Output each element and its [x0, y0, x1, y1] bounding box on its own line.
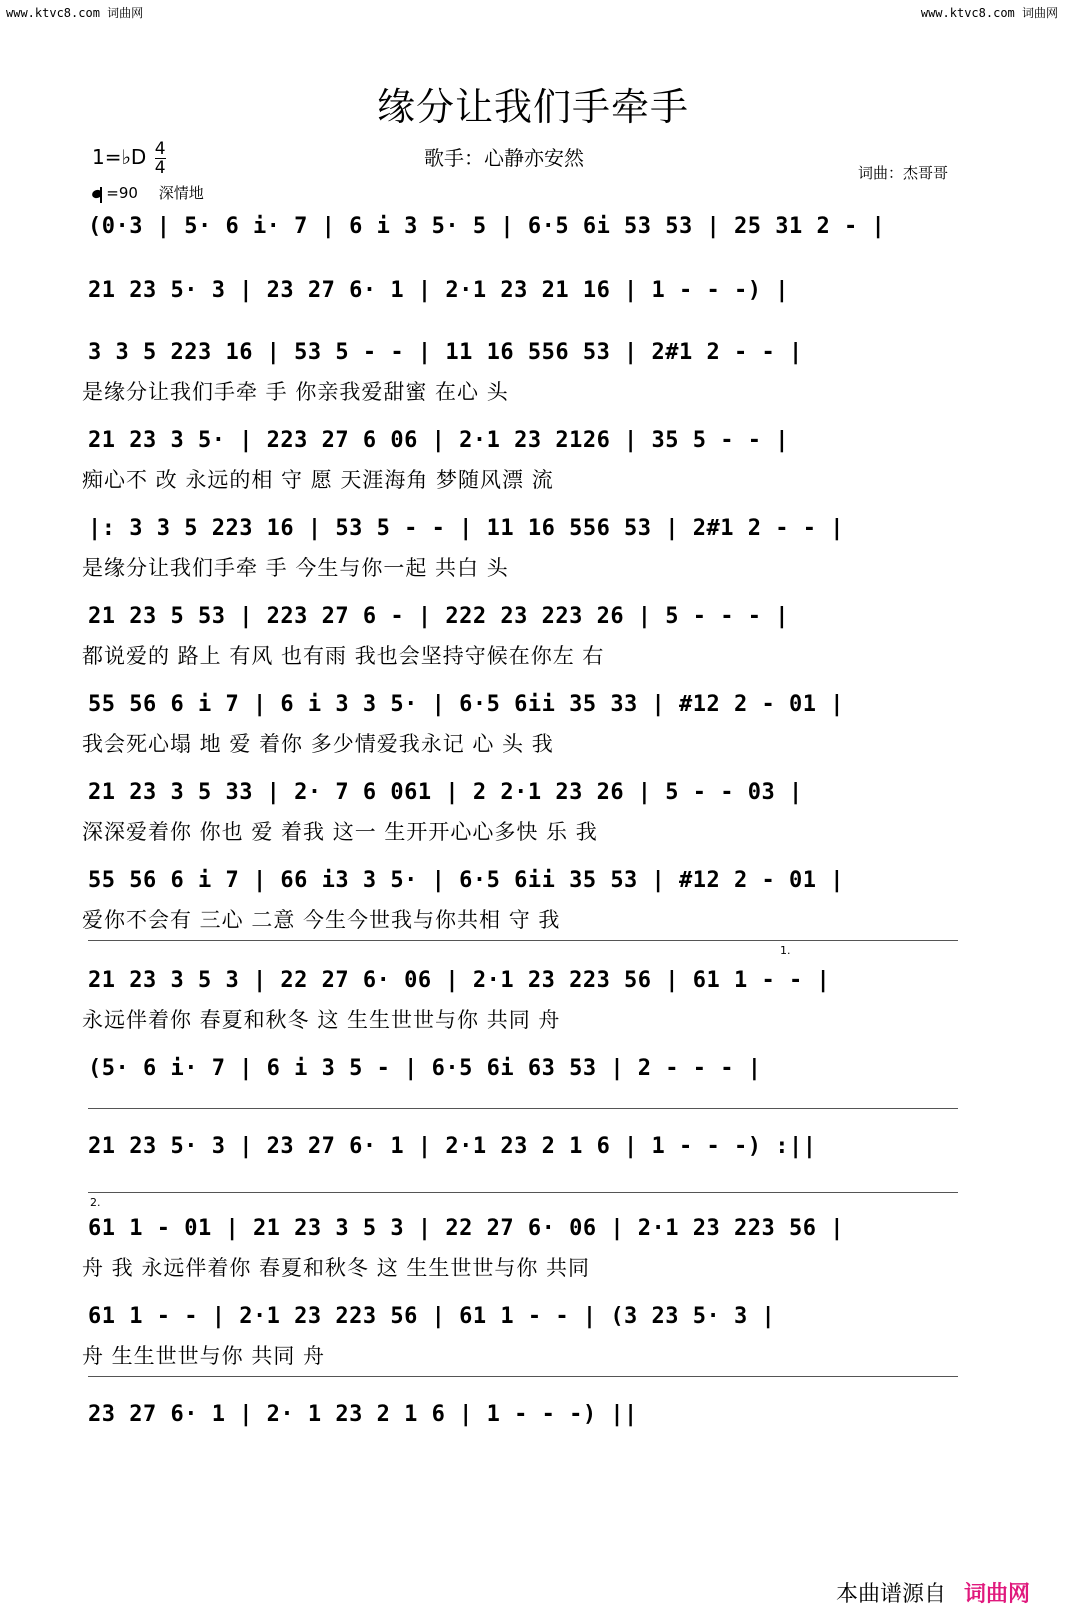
- notation-line: 55 56 6 i 7 | 6 i 3 3 5· | 6·5 6ii 35 33 | #12 2 - 01 |: [88, 692, 844, 717]
- brand-logo-text: 词曲网: [963, 1582, 1030, 1607]
- notation-line: 61 1 - 01 | 21 23 3 5 3 | 22 27 6· 06 | 2·1 23 223 56 |: [88, 1216, 844, 1241]
- lyric-line: 都说爱的 路上 有风 也有雨 我也会坚持守候在你左 右: [82, 644, 605, 668]
- volta-second-line: [88, 1192, 958, 1193]
- notation-line: 3 3 5 223 16 | 53 5 - - | 11 16 556 53 | 2#1 2 - - |: [88, 340, 803, 365]
- lyric-line: 舟 生生世世与你 共同 舟: [82, 1344, 326, 1368]
- tempo-marking: [92, 182, 204, 203]
- notation-line: 23 27 6· 1 | 2· 1 23 2 1 6 | 1 - - -) ||: [88, 1402, 638, 1427]
- singer-credit: 歌手：心静亦安然: [424, 146, 584, 170]
- key-label: 1=♭D: [92, 145, 147, 169]
- lyric-line: 我会死心塌 地 爱 着你 多少情爱我永记 心 头 我: [82, 732, 554, 756]
- lyric-line: 是缘分让我们手牵 手 你亲我爱甜蜜 在心 头: [82, 380, 509, 404]
- notation-line: 61 1 - - | 2·1 23 223 56 | 61 1 - - | (3 23 5· 3 |: [88, 1304, 776, 1329]
- site-watermark-right: www.ktvc8.com 词曲网: [920, 6, 1058, 20]
- tempo-value: =90: [106, 184, 138, 202]
- notation-line: 21 23 5· 3 | 23 27 6· 1 | 2·1 23 2 1 6 | 1 - - -) :||: [88, 1134, 817, 1159]
- volta-first-label: 1.: [780, 944, 791, 957]
- source-footer: [836, 1577, 1030, 1608]
- source-label: 本曲谱源自: [835, 1582, 946, 1607]
- lyric-line: 舟 我 永远伴着你 春夏和秋冬 这 生生世世与你 共同: [82, 1256, 591, 1280]
- notation-line: 21 23 3 5· | 223 27 6 06 | 2·1 23 2126 | 35 5 - - |: [88, 428, 790, 453]
- site-watermark-left: www.ktvc8.com 词曲网: [6, 6, 144, 20]
- lyric-line: 深深爱着你 你也 爱 着我 这一 生开开心心多快 乐 我: [82, 820, 598, 844]
- notation-line: 21 23 3 5 3 | 22 27 6· 06 | 2·1 23 223 56 | 61 1 - - |: [88, 968, 831, 993]
- composer-credit: 词曲：杰哥哥: [858, 164, 949, 182]
- volta-second-label: 2.: [90, 1196, 101, 1209]
- lyric-line: 爱你不会有 三心 二意 今生今世我与你共相 守 我: [82, 908, 561, 932]
- notation-line: 21 23 5 53 | 223 27 6 - | 222 23 223 26 | 5 - - - |: [88, 604, 790, 629]
- lyric-line: 痴心不 改 永远的相 守 愿 天涯海角 梦随风漂 流: [82, 468, 554, 492]
- notation-line: |: 3 3 5 223 16 | 53 5 - - | 11 16 556 53 | 2#1 2 - - |: [88, 516, 844, 541]
- notation-line: (0·3 | 5· 6 i· 7 | 6 i 3 5· 5 | 6·5 6i 53 53 | 25 31 2 - |: [88, 214, 886, 239]
- repeat-separator: [88, 1108, 958, 1109]
- quarter-note-icon: [91, 189, 103, 200]
- notation-line: (5· 6 i· 7 | 6 i 3 5 - | 6·5 6i 63 53 | 2 - - - |: [88, 1056, 762, 1081]
- notation-line: 21 23 5· 3 | 23 27 6· 1 | 2·1 23 21 16 | 1 - - -) |: [88, 278, 790, 303]
- time-signature: $\frac{4}{4}$: [154, 139, 166, 178]
- lyric-line: 是缘分让我们手牵 手 今生与你一起 共白 头: [82, 556, 509, 580]
- lyric-line: 永远伴着你 春夏和秋冬 这 生生世世与你 共同 舟: [82, 1008, 561, 1032]
- song-title: 缘分让我们手牵手: [376, 85, 689, 129]
- coda-separator: [88, 1376, 958, 1377]
- key-signature: [92, 140, 166, 177]
- expression-mark: 深情地: [158, 184, 204, 202]
- volta-first-line: [88, 940, 958, 941]
- notation-line: 21 23 3 5 33 | 2· 7 6 061 | 2 2·1 23 26 | 5 - - 03 |: [88, 780, 803, 805]
- notation-line: 55 56 6 i 7 | 66 i3 3 5· | 6·5 6ii 35 53 | #12 2 - 01 |: [88, 868, 844, 893]
